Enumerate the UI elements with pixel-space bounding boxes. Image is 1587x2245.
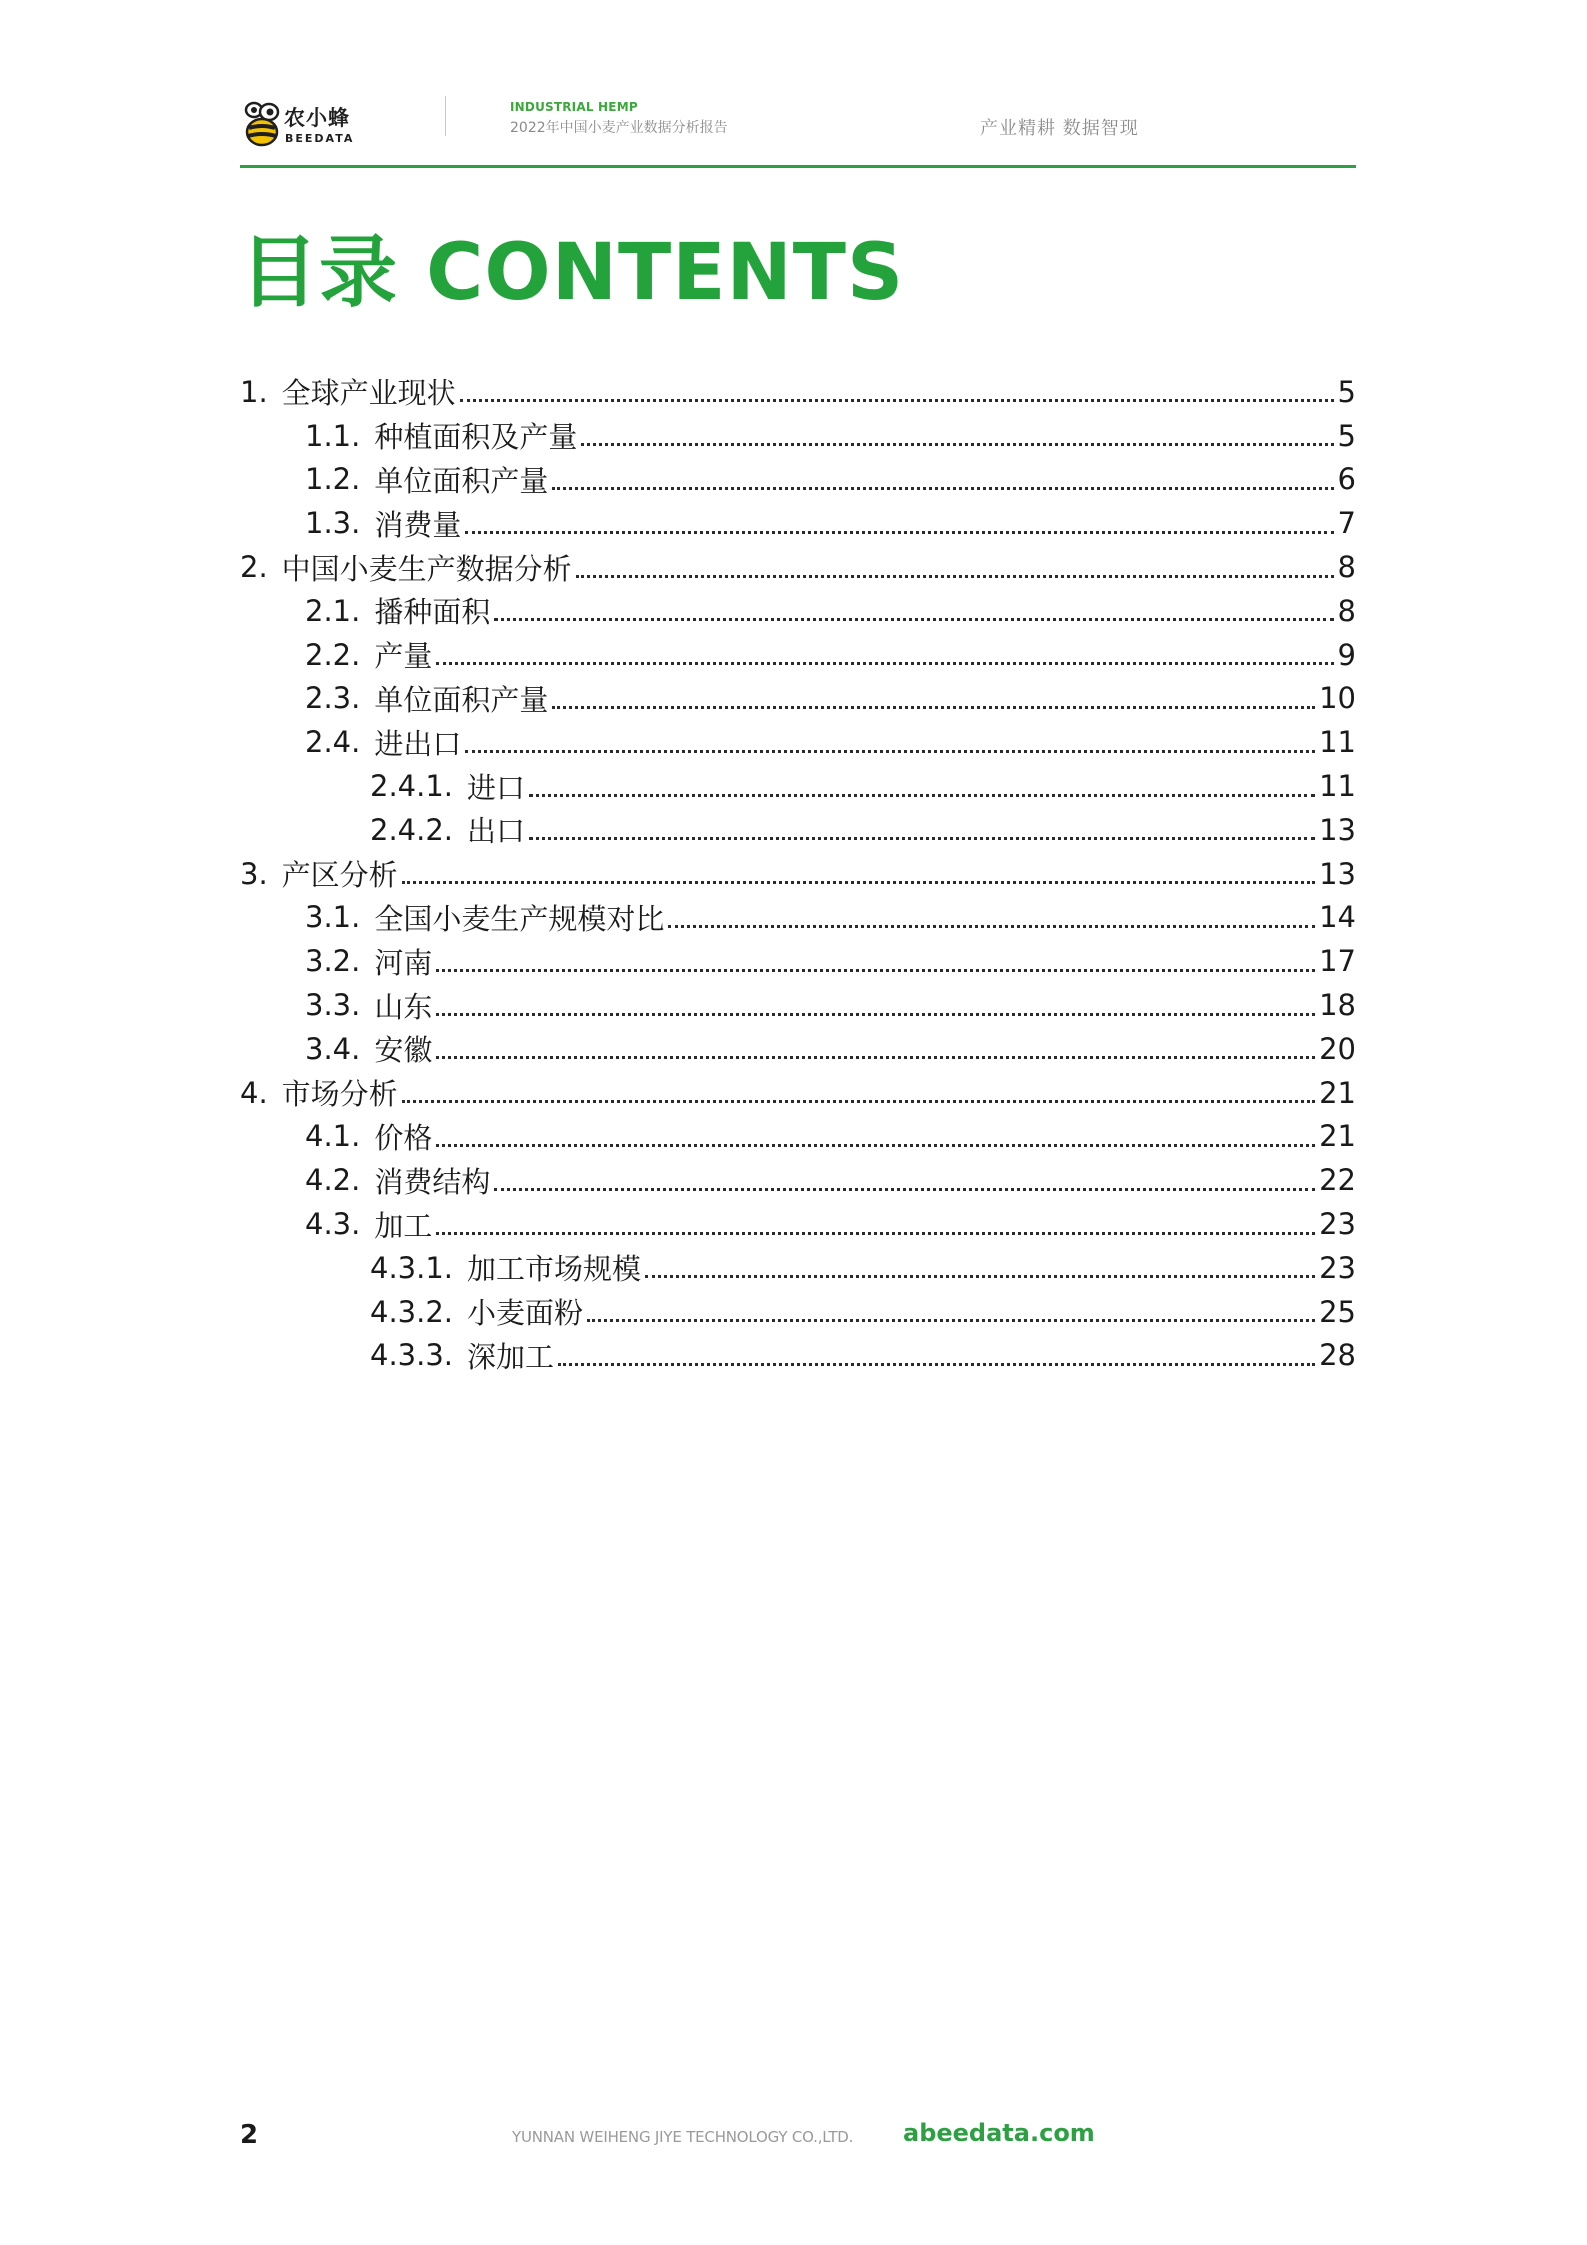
toc-entry-label: 消费量 bbox=[374, 507, 462, 542]
toc-entry-page: 23 bbox=[1319, 1250, 1356, 1285]
toc-entry[interactable] bbox=[240, 1202, 1356, 1246]
toc-entry-number: 3.4. bbox=[305, 1031, 361, 1066]
toc-entry-page: 21 bbox=[1319, 1075, 1356, 1110]
toc-entry-label: 中国小麦生产数据分析 bbox=[281, 551, 572, 586]
toc-dot-leader bbox=[460, 399, 1334, 402]
toc-dot-leader bbox=[558, 1363, 1315, 1366]
toc-entry[interactable] bbox=[240, 939, 1356, 983]
toc-entry-page: 17 bbox=[1319, 944, 1356, 979]
toc-dot-leader bbox=[581, 443, 1333, 446]
toc-entry-number: 3.3. bbox=[305, 988, 361, 1023]
toc-entry-number: 1.1. bbox=[305, 418, 361, 453]
toc-entry[interactable] bbox=[240, 501, 1356, 545]
toc-entry-page: 7 bbox=[1337, 506, 1356, 541]
toc-entry[interactable] bbox=[240, 589, 1356, 633]
toc-entry-number: 4.3.1. bbox=[370, 1250, 454, 1285]
toc-entry[interactable] bbox=[240, 1246, 1356, 1290]
toc-entry-number: 1.3. bbox=[305, 506, 361, 541]
logo-chinese-name: 农小蜂 bbox=[284, 106, 350, 130]
toc-entry-number: 4.2. bbox=[305, 1163, 361, 1198]
toc-entry-page: 14 bbox=[1319, 900, 1356, 935]
toc-dot-leader bbox=[465, 531, 1333, 534]
toc-dot-leader bbox=[436, 1144, 1315, 1147]
header-report-info bbox=[510, 100, 728, 137]
header-report-title: 2022年中国小麦产业数据分析报告 bbox=[510, 120, 728, 136]
toc-entry-number: 2.3. bbox=[305, 681, 361, 716]
toc-dot-leader bbox=[552, 487, 1333, 490]
toc-entry-page: 11 bbox=[1319, 725, 1356, 760]
toc-entry-number: 3. bbox=[240, 856, 268, 891]
toc-entry[interactable] bbox=[240, 1158, 1356, 1202]
toc-entry-label: 全球产业现状 bbox=[281, 376, 456, 411]
toc-entry-page: 8 bbox=[1337, 593, 1356, 628]
toc-dot-leader bbox=[436, 1232, 1315, 1235]
toc-dot-leader bbox=[494, 618, 1333, 621]
toc-dot-leader bbox=[436, 1013, 1315, 1016]
toc-entry-label: 产区分析 bbox=[281, 858, 398, 893]
toc-entry-number: 4.3. bbox=[305, 1207, 361, 1242]
toc-dot-leader bbox=[494, 1188, 1315, 1191]
toc-entry-number: 3.1. bbox=[305, 900, 361, 935]
toc-entry-page: 22 bbox=[1319, 1163, 1356, 1198]
toc-entry[interactable] bbox=[240, 1115, 1356, 1159]
toc-entry[interactable] bbox=[240, 370, 1356, 414]
toc-dot-leader bbox=[587, 1319, 1315, 1322]
toc-entry-number: 2.4.2. bbox=[370, 812, 454, 847]
bee-icon bbox=[242, 100, 282, 148]
toc-entry-label: 种植面积及产量 bbox=[374, 420, 578, 455]
toc-entry-number: 2.4.1. bbox=[370, 769, 454, 804]
toc-entry-label: 深加工 bbox=[467, 1339, 555, 1374]
toc-entry-label: 进口 bbox=[467, 770, 526, 805]
toc-entry-page: 20 bbox=[1319, 1031, 1356, 1066]
toc-entry-number: 2.2. bbox=[305, 637, 361, 672]
page-header bbox=[240, 88, 1356, 168]
header-subtitle-en: INDUSTRIAL HEMP bbox=[510, 100, 638, 114]
toc-entry-label: 消费结构 bbox=[374, 1164, 491, 1199]
toc-dot-leader bbox=[436, 969, 1315, 972]
toc-entry[interactable] bbox=[240, 545, 1356, 589]
toc-entry-page: 13 bbox=[1319, 812, 1356, 847]
toc-entry-number: 4.1. bbox=[305, 1119, 361, 1154]
toc-entry-label: 单位面积产量 bbox=[374, 682, 549, 717]
toc-dot-leader bbox=[402, 1100, 1315, 1103]
toc-entry-page: 8 bbox=[1337, 550, 1356, 585]
toc-entry-page: 6 bbox=[1337, 462, 1356, 497]
page-title: 目录 CONTENTS bbox=[240, 228, 905, 318]
beedata-logo bbox=[240, 96, 355, 152]
toc-entry-label: 全国小麦生产规模对比 bbox=[374, 901, 665, 936]
page-number: 2 bbox=[240, 2120, 259, 2150]
toc-entry[interactable] bbox=[240, 1290, 1356, 1334]
toc-dot-leader bbox=[576, 575, 1334, 578]
toc-entry-number: 2.4. bbox=[305, 725, 361, 760]
toc-entry-number: 2.1. bbox=[305, 593, 361, 628]
toc-entry[interactable] bbox=[240, 414, 1356, 458]
toc-entry[interactable] bbox=[240, 852, 1356, 896]
toc-entry[interactable] bbox=[240, 633, 1356, 677]
toc-entry-number: 4.3.2. bbox=[370, 1294, 454, 1329]
toc-entry[interactable] bbox=[240, 896, 1356, 940]
toc-entry-label: 安徽 bbox=[374, 1033, 433, 1068]
toc-entry-page: 9 bbox=[1337, 637, 1356, 672]
toc-entry-label: 产量 bbox=[374, 639, 433, 674]
toc-dot-leader bbox=[436, 662, 1333, 665]
toc-dot-leader bbox=[645, 1275, 1315, 1278]
toc-entry-page: 5 bbox=[1337, 418, 1356, 453]
toc-entry-page: 21 bbox=[1319, 1119, 1356, 1154]
toc-entry[interactable] bbox=[240, 764, 1356, 808]
toc-entry-page: 25 bbox=[1319, 1294, 1356, 1329]
toc-entry-page: 28 bbox=[1319, 1338, 1356, 1373]
toc-dot-leader bbox=[552, 706, 1315, 709]
toc-entry[interactable] bbox=[240, 1071, 1356, 1115]
toc-entry-page: 23 bbox=[1319, 1207, 1356, 1242]
toc-dot-leader bbox=[529, 794, 1315, 797]
footer-website: abeedata.com bbox=[903, 2119, 1095, 2147]
toc-dot-leader bbox=[668, 925, 1315, 928]
toc-entry[interactable] bbox=[240, 1027, 1356, 1071]
toc-dot-leader bbox=[436, 1056, 1315, 1059]
toc-entry-page: 18 bbox=[1319, 988, 1356, 1023]
toc-entry-page: 5 bbox=[1337, 374, 1356, 409]
toc-entry-label: 市场分析 bbox=[281, 1077, 398, 1112]
toc-entry-label: 河南 bbox=[374, 945, 433, 980]
header-divider bbox=[445, 96, 446, 136]
toc-entry-label: 价格 bbox=[374, 1120, 433, 1155]
toc-entry[interactable] bbox=[240, 1334, 1356, 1378]
header-slogan: 产业精耕 数据智现 bbox=[980, 118, 1139, 139]
logo-english-name: BEEDATA bbox=[285, 132, 355, 145]
toc-entry-label: 进出口 bbox=[374, 726, 462, 761]
toc-entry-label: 单位面积产量 bbox=[374, 463, 549, 498]
toc-entry[interactable] bbox=[240, 458, 1356, 502]
toc-entry-label: 出口 bbox=[467, 814, 526, 849]
toc-entry-page: 11 bbox=[1319, 769, 1356, 804]
table-of-contents bbox=[240, 370, 1356, 1377]
toc-entry-number: 4. bbox=[240, 1075, 268, 1110]
toc-entry-page: 10 bbox=[1319, 681, 1356, 716]
toc-entry-label: 播种面积 bbox=[374, 595, 491, 630]
toc-entry-number: 1.2. bbox=[305, 462, 361, 497]
toc-entry-number: 3.2. bbox=[305, 944, 361, 979]
toc-entry-number: 1. bbox=[240, 374, 268, 409]
toc-entry-label: 小麦面粉 bbox=[467, 1296, 584, 1331]
toc-entry-label: 加工 bbox=[374, 1208, 433, 1243]
header-rule bbox=[240, 165, 1356, 168]
toc-entry-number: 4.3.3. bbox=[370, 1338, 454, 1373]
toc-entry-label: 加工市场规模 bbox=[467, 1252, 642, 1287]
toc-entry-label: 山东 bbox=[374, 989, 433, 1024]
toc-dot-leader bbox=[465, 750, 1315, 753]
toc-dot-leader bbox=[402, 881, 1315, 884]
toc-entry[interactable] bbox=[240, 983, 1356, 1027]
toc-entry-page: 13 bbox=[1319, 856, 1356, 891]
toc-entry[interactable] bbox=[240, 808, 1356, 852]
toc-dot-leader bbox=[529, 837, 1315, 840]
toc-entry[interactable] bbox=[240, 677, 1356, 721]
footer-company-name: YUNNAN WEIHENG JIYE TECHNOLOGY CO.,LTD. bbox=[512, 2128, 854, 2146]
toc-entry[interactable] bbox=[240, 720, 1356, 764]
toc-entry-number: 2. bbox=[240, 550, 268, 585]
